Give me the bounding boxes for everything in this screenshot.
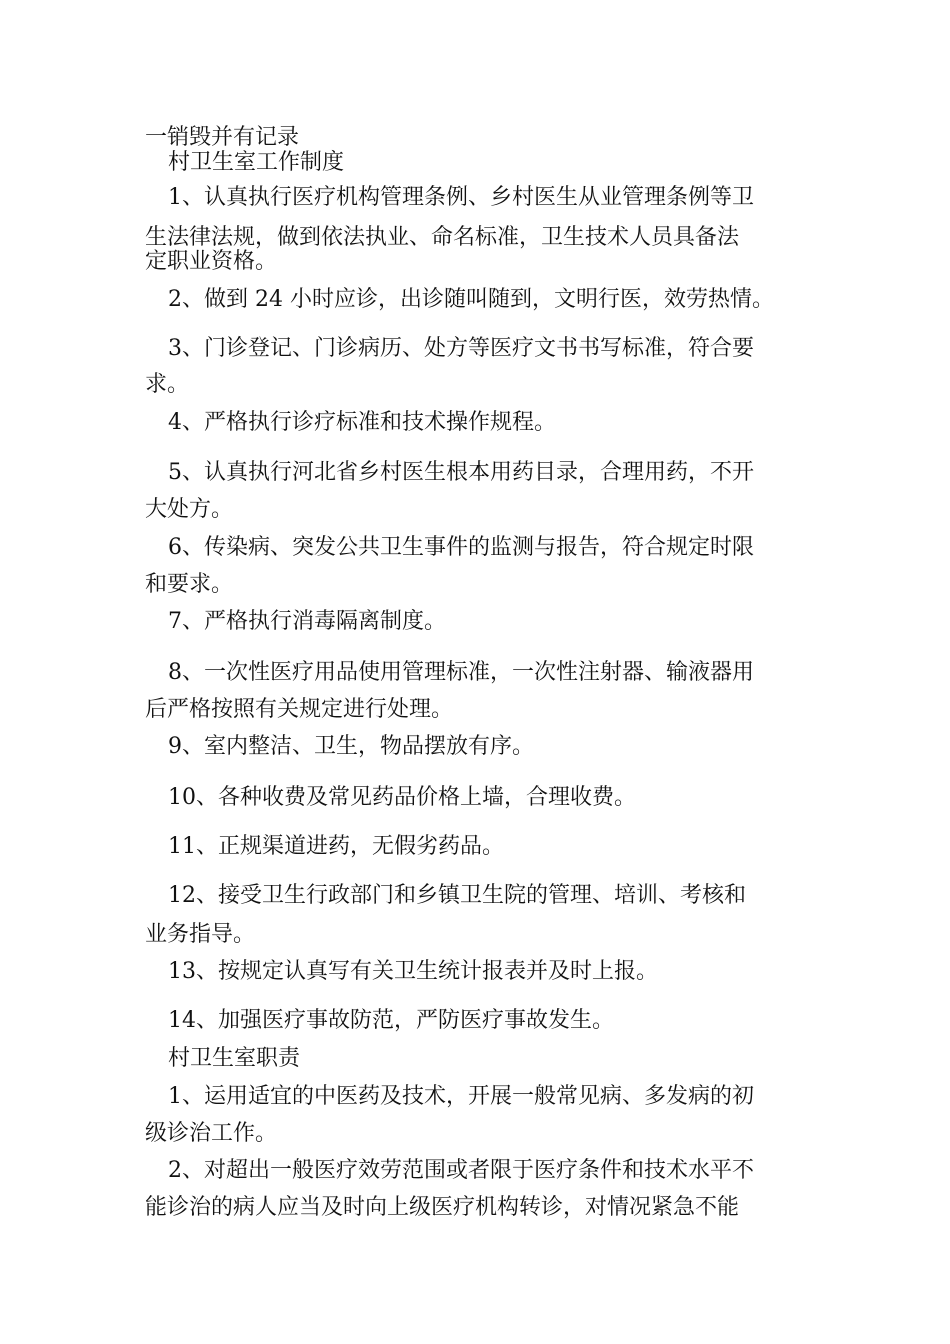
rule-13-line-1: 13、按规定认真写有关卫生统计报表并及时上报。 [168,959,658,984]
rule-12-line-1: 12、接受卫生行政部门和乡镇卫生院的管理、培训、考核和 [168,883,746,908]
rule-3-line-1: 3、门诊登记、门诊病历、处方等医疗文书书写标准，符合要 [168,336,754,361]
rule-12-line-2: 业务指导。 [145,922,256,947]
rule-1-line-1: 1、认真执行医疗机构管理条例、乡村医生从业管理条例等卫 [168,185,754,210]
rule-4-line-1: 4、严格执行诊疗标准和技术操作规程。 [168,410,556,435]
rule-7-line-1: 7、严格执行消毒隔离制度。 [168,609,446,634]
duty-2-line-1: 2、对超出一般医疗效劳范围或者限于医疗条件和技术水平不 [168,1158,754,1183]
rule-11-line-1: 11、正规渠道进药，无假劣药品。 [168,834,504,859]
rule-9-line-1: 9、室内整洁、卫生，物品摆放有序。 [168,734,534,759]
rule-14-line-1: 14、加强医疗事故防范，严防医疗事故发生。 [168,1008,614,1033]
rule-3-line-2: 求。 [145,372,190,397]
rule-1-line-2: 生法律法规，做到依法执业、命名标准，卫生技术人员具备法 [145,225,740,250]
rule-5-line-1: 5、认真执行河北省乡村医生根本用药目录，合理用药，不开 [168,460,754,485]
rule-10-line-1: 10、各种收费及常见药品价格上墙，合理收费。 [168,785,636,810]
duty-1-line-2: 级诊治工作。 [145,1121,278,1146]
rule-8-line-1: 8、一次性医疗用品使用管理标准，一次性注射器、输液器用 [168,660,754,685]
section-title-work-rules: 村卫生室工作制度 [168,150,345,175]
carry-over-line: 一销毁并有记录 [145,125,300,150]
duty-2-line-2: 能诊治的病人应当及时向上级医疗机构转诊，对情况紧急不能 [145,1195,740,1220]
rule-6-line-2: 和要求。 [145,572,234,597]
section-title-duties: 村卫生室职责 [168,1046,301,1071]
rule-5-line-2: 大处方。 [145,497,234,522]
rule-1-line-3: 定职业资格。 [145,249,278,274]
rule-6-line-1: 6、传染病、突发公共卫生事件的监测与报告，符合规定时限 [168,535,754,560]
duty-1-line-1: 1、运用适宜的中医药及技术，开展一般常见病、多发病的初 [168,1084,754,1109]
rule-8-line-2: 后严格按照有关规定进行处理。 [145,697,454,722]
rule-2-line-1: 2、做到 24 小时应诊，出诊随叫随到，文明行医，效劳热情。 [168,287,774,312]
